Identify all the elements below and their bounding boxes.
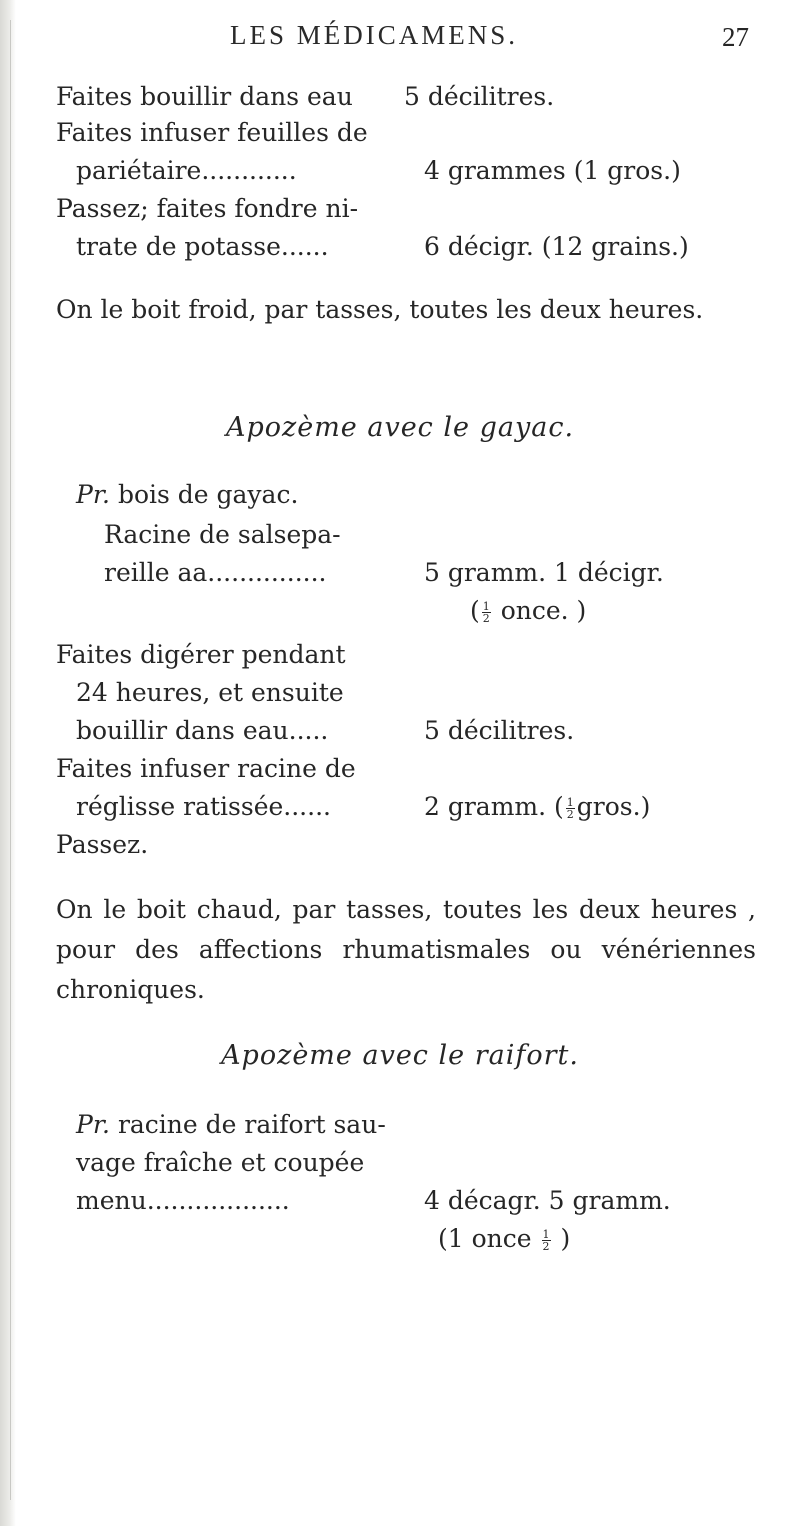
recipe1-line-3: pariétaire............ [76, 156, 297, 185]
running-header [0, 20, 800, 60]
pr-abbrev: Pr. [76, 1110, 110, 1139]
raifort-line-2: vage fraîche et coupée [76, 1148, 365, 1177]
recipe1-line-2: Faites infuser feuilles de [56, 118, 368, 147]
section-heading-raifort: Apozème avec le raifort. [221, 1040, 579, 1071]
raifort-line-1: Pr. racine de raifort sau- [76, 1110, 386, 1139]
gayac-line-7: Faites infuser racine de [56, 754, 356, 783]
recipe1-note: On le boit froid, par tasses, toutes les deux heures. [56, 295, 704, 324]
fraction-half: $\frac{1}{2}$ [482, 600, 490, 625]
recipe1-line-4: Passez; faites fondre ni- [56, 194, 359, 223]
gayac-line-9: Passez. [56, 830, 149, 859]
recipe1-qty-5: 6 décigr. (12 grains.) [424, 232, 689, 261]
gayac-note: On le boit chaud, par tasses, toutes les deux heures , pour des affections rhumatismales ou vénériennes chroniques. [56, 895, 756, 1004]
section-heading-gayac: Apozème avec le gayac. [225, 412, 575, 443]
page-binding-shadow [0, 0, 16, 1526]
gayac-line-1: Pr. bois de gayac. [76, 480, 299, 509]
gayac-qty-1-ounce: ( $\frac{1}{2}$ once. ) [470, 596, 587, 625]
binding-line [10, 20, 11, 1500]
fraction-half: $\frac{1}{2}$ [566, 796, 574, 821]
gayac-line-3: reille aa............... [104, 558, 327, 587]
fraction-half: $\frac{1}{2}$ [542, 1228, 550, 1253]
gayac-qty-3: 2 gramm. ( $\frac{1}{2}$ gros.) [424, 792, 651, 821]
raifort-line-3: menu.................. [76, 1186, 290, 1215]
pr-abbrev: Pr. [76, 480, 110, 509]
gayac-line-4: Faites digérer pendant [56, 640, 346, 669]
gayac-qty-2: 5 décilitres. [424, 716, 575, 745]
running-title: LES MÉDICAMENS. [230, 20, 519, 50]
gayac-qty-1: 5 gramm. 1 décigr. [424, 558, 664, 587]
recipe1-qty-3: 4 grammes (1 gros.) [424, 156, 681, 185]
page-number: 27 [722, 22, 749, 52]
raifort-qty-1-ounce: (1 once $\frac{1}{2}$ ) [438, 1224, 571, 1253]
recipe1-qty-1: 5 décilitres. [404, 82, 555, 111]
gayac-line-6: bouillir dans eau..... [76, 716, 329, 745]
gayac-line-2: Racine de salsepa- [104, 520, 341, 549]
recipe1-line-5: trate de potasse...... [76, 232, 329, 261]
gayac-line-8: réglisse ratissée...... [76, 792, 331, 821]
raifort-qty-1: 4 décagr. 5 gramm. [424, 1186, 671, 1215]
recipe1-line-1: Faites bouillir dans eau [56, 82, 353, 111]
gayac-line-5: 24 heures, et ensuite [76, 678, 344, 707]
